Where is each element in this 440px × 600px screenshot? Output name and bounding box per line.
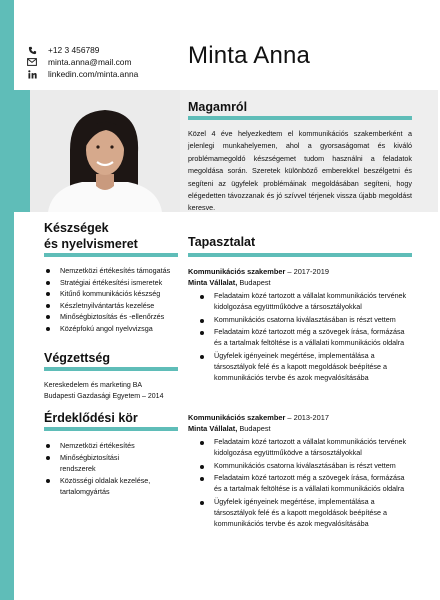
list-item: Ügyfelek igényeinek megértése, implementálása a társosztályok felé és a kapott megoldások beépítése a kommunikációs tervbe és azok megvalósításába: [196, 497, 414, 529]
list-item: Kommunikációs csatorna kiválasztásában is részt vettem: [196, 315, 414, 326]
job-2-company-line: [188, 423, 329, 434]
about-title: Magamról: [188, 100, 248, 114]
job-2-position: Kommunikációs szakember: [188, 413, 286, 422]
mail-icon: [26, 56, 38, 68]
interests-title: Érdeklődési kör: [44, 411, 138, 425]
education-title: Végzettség: [44, 351, 110, 365]
skills-list: [44, 265, 170, 335]
list-item: Stratégiai értékesítési ismeretek: [44, 277, 170, 289]
linkedin-icon: [26, 68, 38, 80]
skills-title-line2: és nyelvismeret: [44, 237, 138, 251]
list-item: Nemzetközi értékesítés támogatás: [44, 265, 170, 277]
contact-info: [26, 44, 138, 80]
interests-list: [44, 440, 156, 498]
job-2-title-line: [188, 412, 329, 423]
list-item: Minőségbiztosítás és -ellenőrzés: [44, 311, 170, 323]
job-2-bullets: [196, 437, 414, 531]
list-item: Kitűnő kommunikációs készség: [44, 288, 170, 300]
contact-phone: +12 3 456789: [48, 45, 100, 55]
list-item: Kommunikációs csatorna kiválasztásában is részt vettem: [196, 461, 414, 472]
job-2-company: Minta Vállalat,: [188, 424, 238, 433]
list-item: Középfokú angol nyelvvizsga: [44, 323, 170, 335]
about-underline: [188, 116, 412, 120]
job-1-bullets: [196, 291, 414, 385]
contact-linkedin[interactable]: linkedin.com/minta.anna: [48, 69, 139, 79]
list-item: Közösségi oldalak kezelése, tartalomgyártás: [44, 475, 156, 498]
job-1-title-line: [188, 266, 329, 277]
phone-icon: [26, 44, 38, 56]
skills-underline: [44, 253, 178, 257]
job-2-header: [188, 412, 329, 434]
contact-phone-row: [26, 44, 138, 56]
job-1-header: [188, 266, 329, 288]
photo-accent-band: [14, 90, 30, 212]
education-details: [44, 380, 163, 402]
job-1-company: Minta Vállalat,: [188, 278, 238, 287]
list-item: Nemzetközi értékesítés: [44, 440, 156, 452]
education-school: Budapesti Gazdasági Egyetem – 2014: [44, 393, 164, 400]
experience-underline: [188, 253, 412, 257]
job-1-period: – 2017-2019: [287, 267, 329, 276]
list-item: Feladataim közé tartozott a vállalat kommunikációs tervének kidolgozása együttműködve a társosztályokkal: [196, 291, 414, 313]
left-accent-bar: [0, 0, 14, 600]
list-item: Feladataim közé tartozott még a szövegek írása, formázása és a tartalmak feltöltése is a vállalati kommunikációs oldalra: [196, 327, 414, 349]
job-2-period: – 2013-2017: [287, 413, 329, 422]
list-item: Minőségbiztosítási rendszerek: [44, 452, 156, 475]
contact-email[interactable]: minta.anna@mail.com: [48, 57, 132, 67]
contact-email-row: [26, 56, 138, 68]
job-1-position: Kommunikációs szakember: [188, 267, 286, 276]
list-item: Feladataim közé tartozott a vállalat kommunikációs tervének kidolgozása együttműködve a társosztályokkal: [196, 437, 414, 459]
about-text: Közel 4 éve helyezkedtem el kommunikációs szakemberként a jelenlegi munkahelyemen, ahol a gyorsaságomat és kiváló problémamegoldó készségemet tudom használni a feladatok megoldása során. Szeretek különböző emberekkel beszélgetni és segíteni az ügyfelek problémáinak megoldásában segíteni, hogy elégedetten távozzanak és jó szívvel térjenek vissza újabb megoldást keresve.: [188, 129, 412, 213]
list-item: Feladataim közé tartozott még a szövegek írása, formázása és a tartalmak feltöltése is a vállalati kommunikációs oldalra: [196, 473, 414, 495]
list-item: Készletnyilvántartás kezelése: [44, 300, 170, 312]
person-name: Minta Anna: [188, 42, 311, 69]
education-degree: Kereskedelem és marketing BA: [44, 382, 143, 389]
interests-underline: [44, 427, 178, 431]
job-1-city: Budapest: [239, 278, 271, 287]
experience-title: Tapasztalat: [188, 235, 256, 249]
job-2-city: Budapest: [239, 424, 271, 433]
profile-photo: [30, 90, 180, 212]
contact-linkedin-row: [26, 68, 138, 80]
skills-title-line1: Készségek: [44, 221, 109, 235]
job-1-company-line: [188, 277, 329, 288]
list-item: Ügyfelek igényeinek megértése, implementálása a társosztályok felé és a kapott megoldások beépítése a kommunikációs tervbe és azok megvalósításába: [196, 351, 414, 383]
education-underline: [44, 367, 178, 371]
